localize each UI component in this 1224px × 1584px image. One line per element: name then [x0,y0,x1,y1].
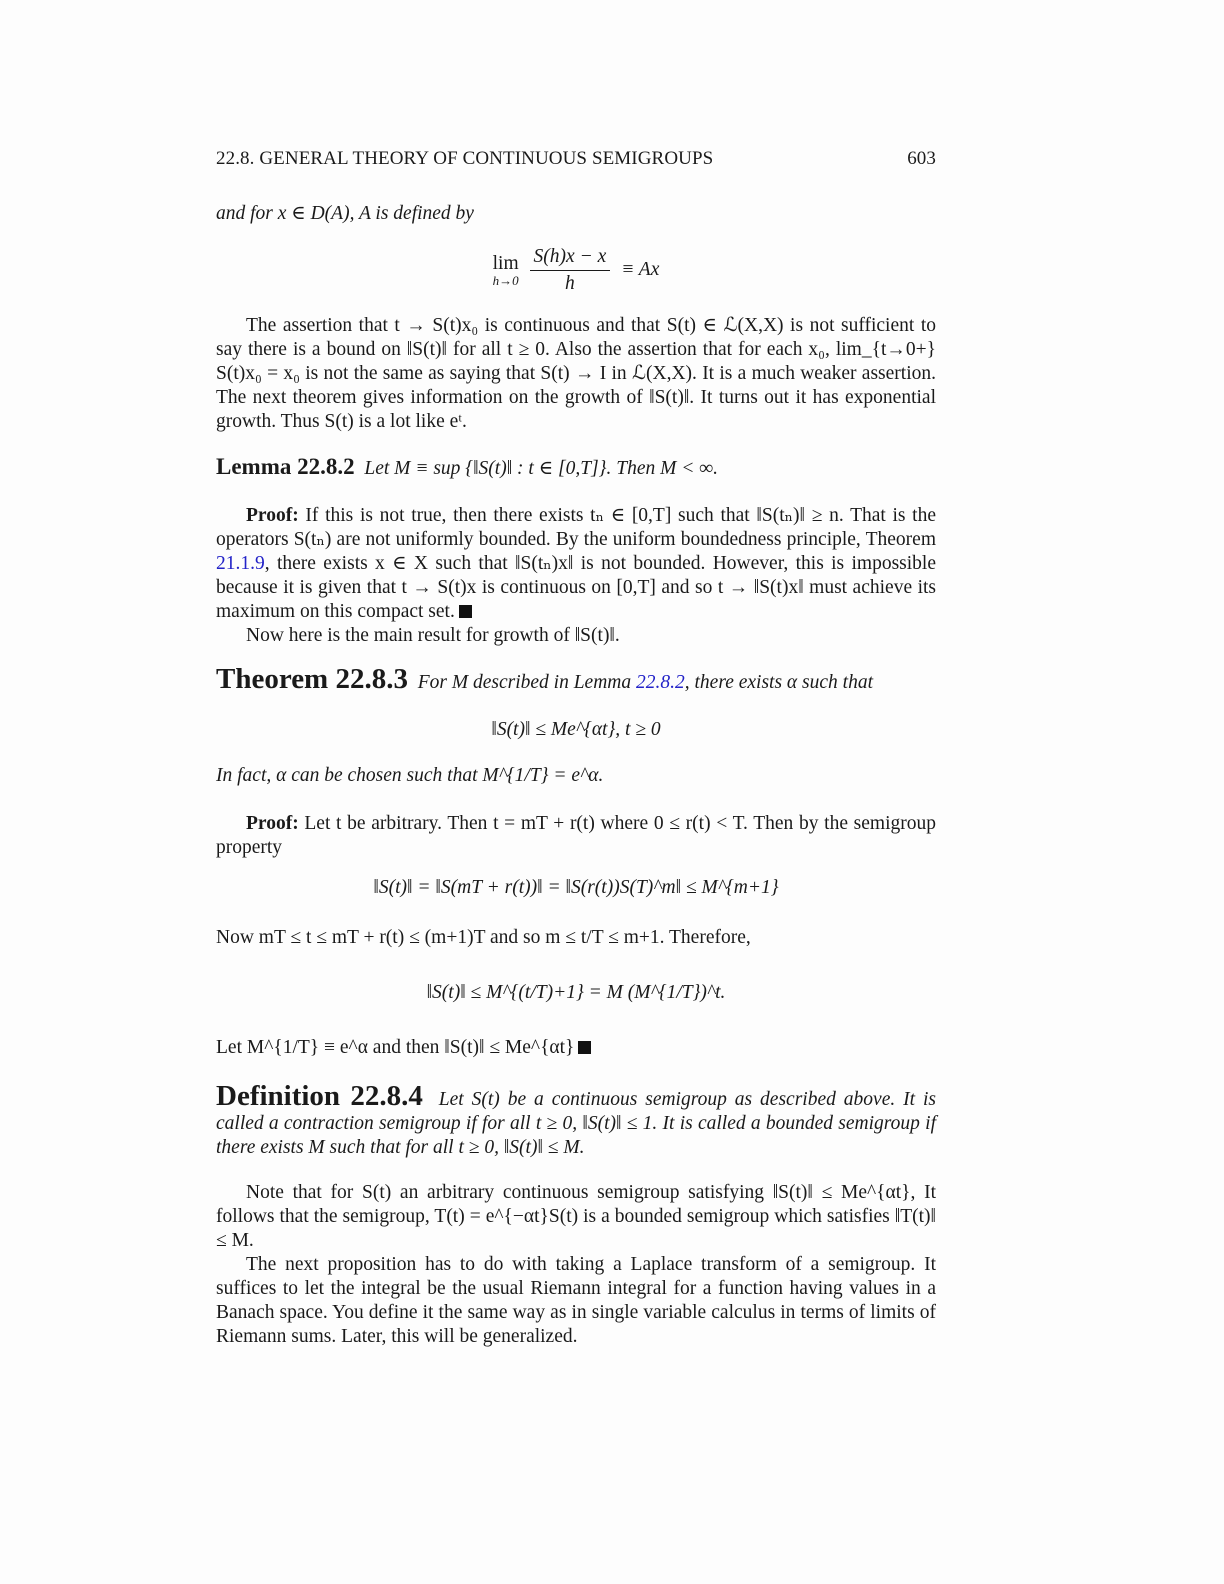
limit-equation [216,246,936,295]
theorem-block [216,663,936,695]
proof-conclusion [216,1036,936,1060]
definition-heading: Definition 22.8.4 [216,1080,423,1112]
page-number: 603 [907,148,936,169]
section-title: 22.8. GENERAL THEORY OF CONTINUOUS SEMIGROUPS [216,148,714,169]
theorem-after: In fact, α can be chosen such that M^{1/T} = e^α. [216,765,604,786]
intro-line: and for x ∈ D(A), A is defined by [216,203,474,224]
theorem-heading: Theorem 22.8.3 [216,663,408,695]
bound-line: Now mT ≤ t ≤ mT + r(t) ≤ (m+1)T and so m ≤ t/T ≤ m+1. Therefore, [216,927,751,948]
lim-subscript: h→0 [492,272,519,288]
proof-label: Proof: [246,505,299,526]
proof-lemma [216,504,936,624]
proof-text-a: If this is not true, then there exists tₙ ∈ [0,T] such that ‖S(tₙ)‖ ≥ n. That is the operators S(tₙ) are not uniformly bounded. By the uniform boundedness principle, Theorem [216,505,937,550]
paragraph-main-result: Now here is the main result for growth of ‖S(t)‖. [246,625,620,646]
theorem-stmt-a: For M described in Lemma [417,672,632,693]
growth-display: ‖S(t)‖ ≤ M^{(t/T)+1} = M (M^{1/T})^t. [426,982,726,1003]
lemma-block [216,455,936,481]
semigroup-display: ‖S(t)‖ = ‖S(mT + r(t))‖ = ‖S(r(t))S(T)^m‖ ≤ M^{m+1} [373,877,779,898]
limit-operator [493,253,519,289]
qed-icon [459,605,472,618]
qed-icon-2 [578,1041,591,1054]
running-header [216,148,936,170]
definition-text: Let S(t) be a continuous semigroup as described above. It is called a contraction semigroup if for all t ≥ 0, ‖S(t)‖ ≤ 1. It is called a bounded semigroup if there exists M such that for all t ≥ 0, ‖S(t)‖ ≤ M. [216,1089,937,1158]
proof-label-2: Proof: [246,813,299,834]
paragraph-growth: The assertion that t → S(t)x₀ is continuous and that S(t) ∈ ℒ(X,X) is not sufficient to say there is a bound on ‖S(t)‖ for all t ≥ 0. Also the assertion that for each x₀, lim_{t→0+} S(t)x₀ = x₀ is not the same as saying that S(t) → I in ℒ(X,X). It is a much weaker assertion. The next theorem gives information on the growth of ‖S(t)‖. It turns out it has exponential growth. Thus S(t) is a lot like eᵗ. [216,315,936,432]
numerator: S(h)x − x [530,246,611,271]
paragraph-bounded: Note that for S(t) an arbitrary continuous semigroup satisfying ‖S(t)‖ ≤ Me^{αt}, It follows that the semigroup, T(t) = e^{−αt}S(t) is a bounded semigroup which satisfies ‖T(t)‖ ≤ M. [216,1182,936,1251]
proof-theorem-text: Let t be arbitrary. Then t = mT + r(t) where 0 ≤ r(t) < T. Then by the semigroup property [216,813,937,858]
paragraph-laplace: The next proposition has to do with taking a Laplace transform of a semigroup. It suffices to let the integral be the usual Riemann integral for a function having values in a Banach space. You define it the same way as in single variable calculus in terms of limits of Riemann sums. Later, this will be generalized. [216,1254,936,1347]
proof-theorem [216,812,936,860]
lemma-heading: Lemma 22.8.2 [216,454,355,479]
theorem-ref-link[interactable]: 21.1.9 [216,553,265,574]
lemma-ref-link[interactable]: 22.8.2 [636,672,685,693]
lemma-statement: Let M ≡ sup {‖S(t)‖ : t ∈ [0,T]}. Then M < ∞. [364,458,719,479]
theorem-stmt-b: , there exists α such that [684,672,873,693]
lim-text: lim [492,252,519,274]
definition-block [216,1080,937,1160]
difference-quotient [530,246,611,295]
proof-text-b: , there exists x ∈ X such that ‖S(tₙ)x‖ is not bounded. However, this is impossible because it is given that t → S(t)x is continuous on [0,T] and so t → ‖S(t)x‖ must achieve its maximum on this compact set. [216,553,936,622]
denominator: h [565,273,575,294]
theorem-display: ‖S(t)‖ ≤ Me^{αt}, t ≥ 0 [491,719,661,740]
conclusion-text: Let M^{1/T} ≡ e^α and then ‖S(t)‖ ≤ Me^{αt} [216,1037,575,1058]
equation-rhs: ≡ Ax [621,258,660,280]
